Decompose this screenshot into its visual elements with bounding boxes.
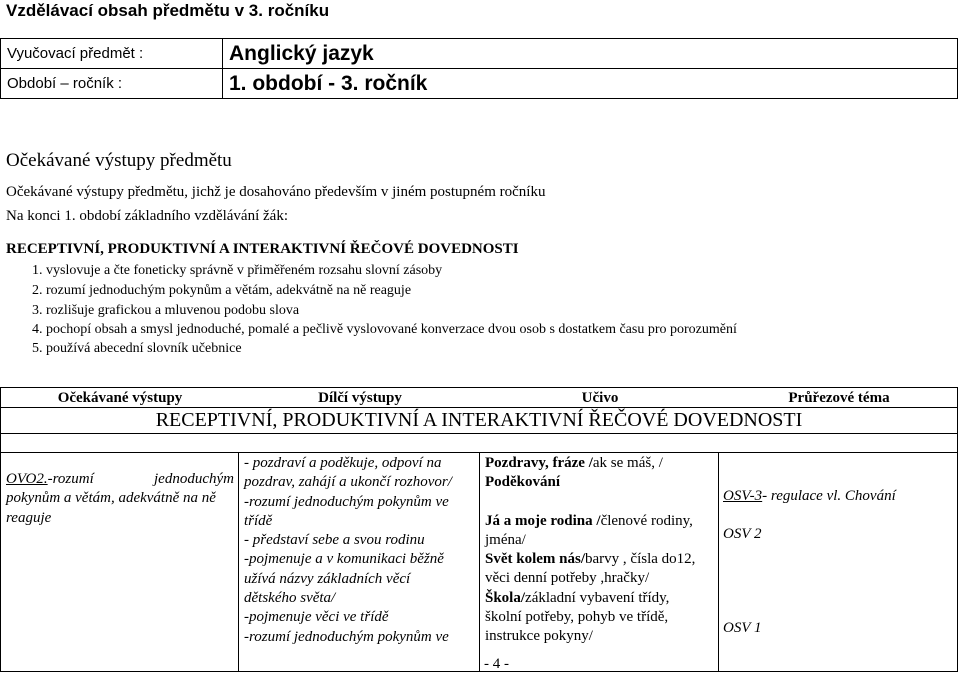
outcomes-intro: Očekávané výstupy předmětu, jichž je dosahováno především v jiném postupném ročníku xyxy=(6,184,546,200)
partial-outcome-line: užívá názvy základních věcí xyxy=(244,570,411,587)
outcome-item: 2. rozumí jednoduchým pokynům a větám, adekvátně na ně reaguje xyxy=(32,283,412,298)
table-border xyxy=(238,452,239,672)
partial-outcome-line: - pozdraví a poděkuje, odpoví na xyxy=(244,455,442,471)
partial-outcome-line: -rozumí jednoduchým pokynům ve xyxy=(244,628,449,645)
page-title: Vzdělávací obsah předmětu v 3. ročníku xyxy=(6,1,330,20)
subject-label: Vyučovací předmět : xyxy=(1,39,223,69)
outcome-item: 4. pochopí obsah a smysl jednoduché, pomalé a pečlivě vyslovované konverzace dvou osob s dostatkem času pro porozumění xyxy=(32,322,737,337)
outcome-item: 3. rozlišuje grafickou a mluvenou podobu slova xyxy=(32,303,300,318)
expected-outcome-cell: OVO2.-rozumí jednoduchým pokynům a větám, adekvátně na ně reaguje xyxy=(6,471,234,526)
table-border xyxy=(0,387,958,388)
outcomes-heading: Očekávané výstupy předmětu xyxy=(6,150,232,171)
partial-outcome-line: třídě xyxy=(244,512,273,529)
period-value: 1. období - 3. ročník xyxy=(223,69,958,99)
partial-outcome-line: - představí sebe a svou rodinu xyxy=(244,532,425,549)
table-section-row: RECEPTIVNÍ, PRODUKTIVNÍ A INTERAKTIVNÍ ŘEČOVÉ DOVEDNOSTI xyxy=(155,409,803,431)
column-header: Dílčí výstupy xyxy=(318,390,402,406)
partial-outcome-line: -pojmenuje a v komunikaci běžně xyxy=(244,551,444,568)
table-border xyxy=(0,433,958,434)
end-of-period-text: Na konci 1. období základního vzdělávání žák: xyxy=(6,208,288,224)
partial-outcome-line: pozdrav, zahájí a ukončí rozhovor/ xyxy=(244,474,452,491)
outcome-code: OVO2. xyxy=(6,471,48,487)
partial-outcomes-cell xyxy=(244,454,476,647)
cross-topic-osv2: OSV 2 xyxy=(723,526,762,542)
partial-outcome-line: -rozumí jednoduchým pokynům ve xyxy=(244,493,449,510)
column-header: Očekávané výstupy xyxy=(57,390,183,406)
outcome-item: 1. vyslovuje a čte foneticky správně v přiměřeném rozsahu slovní zásoby xyxy=(32,263,443,278)
column-header: Učivo xyxy=(581,390,619,406)
column-header: Průřezové téma xyxy=(788,390,890,406)
partial-outcome-line: dětského světa/ xyxy=(244,590,336,607)
cross-topic-osv1: OSV 1 xyxy=(723,620,762,636)
table-border xyxy=(0,407,958,408)
cross-topic-osv3: OSV-3- regulace vl. Chování xyxy=(723,488,896,504)
page-number: - 4 - xyxy=(484,656,509,672)
skills-section-heading: RECEPTIVNÍ, PRODUKTIVNÍ A INTERAKTIVNÍ ŘEČOVÉ DOVEDNOSTI xyxy=(6,241,519,257)
table-border xyxy=(479,452,480,672)
partial-outcome-line: -pojmenuje věci ve třídě xyxy=(244,609,389,626)
table-border xyxy=(718,452,719,672)
subject-info-table xyxy=(0,38,958,99)
period-label: Období – ročník : xyxy=(1,69,223,99)
outcome-item: 5. používá abecední slovník učebnice xyxy=(32,341,242,356)
curriculum-cell: Pozdravy, fráze /ak se máš, / Poděkování Já a moje rodina /členové rodiny, jména/ Svět kolem nás/barvy , čísla do12, věci denní potřeby ,hračky/ Škola/základní vybavení třídy, školní potřeby, pohyb ve třídě, instrukce pokyny/ xyxy=(485,455,696,645)
subject-value: Anglický jazyk xyxy=(223,39,958,69)
